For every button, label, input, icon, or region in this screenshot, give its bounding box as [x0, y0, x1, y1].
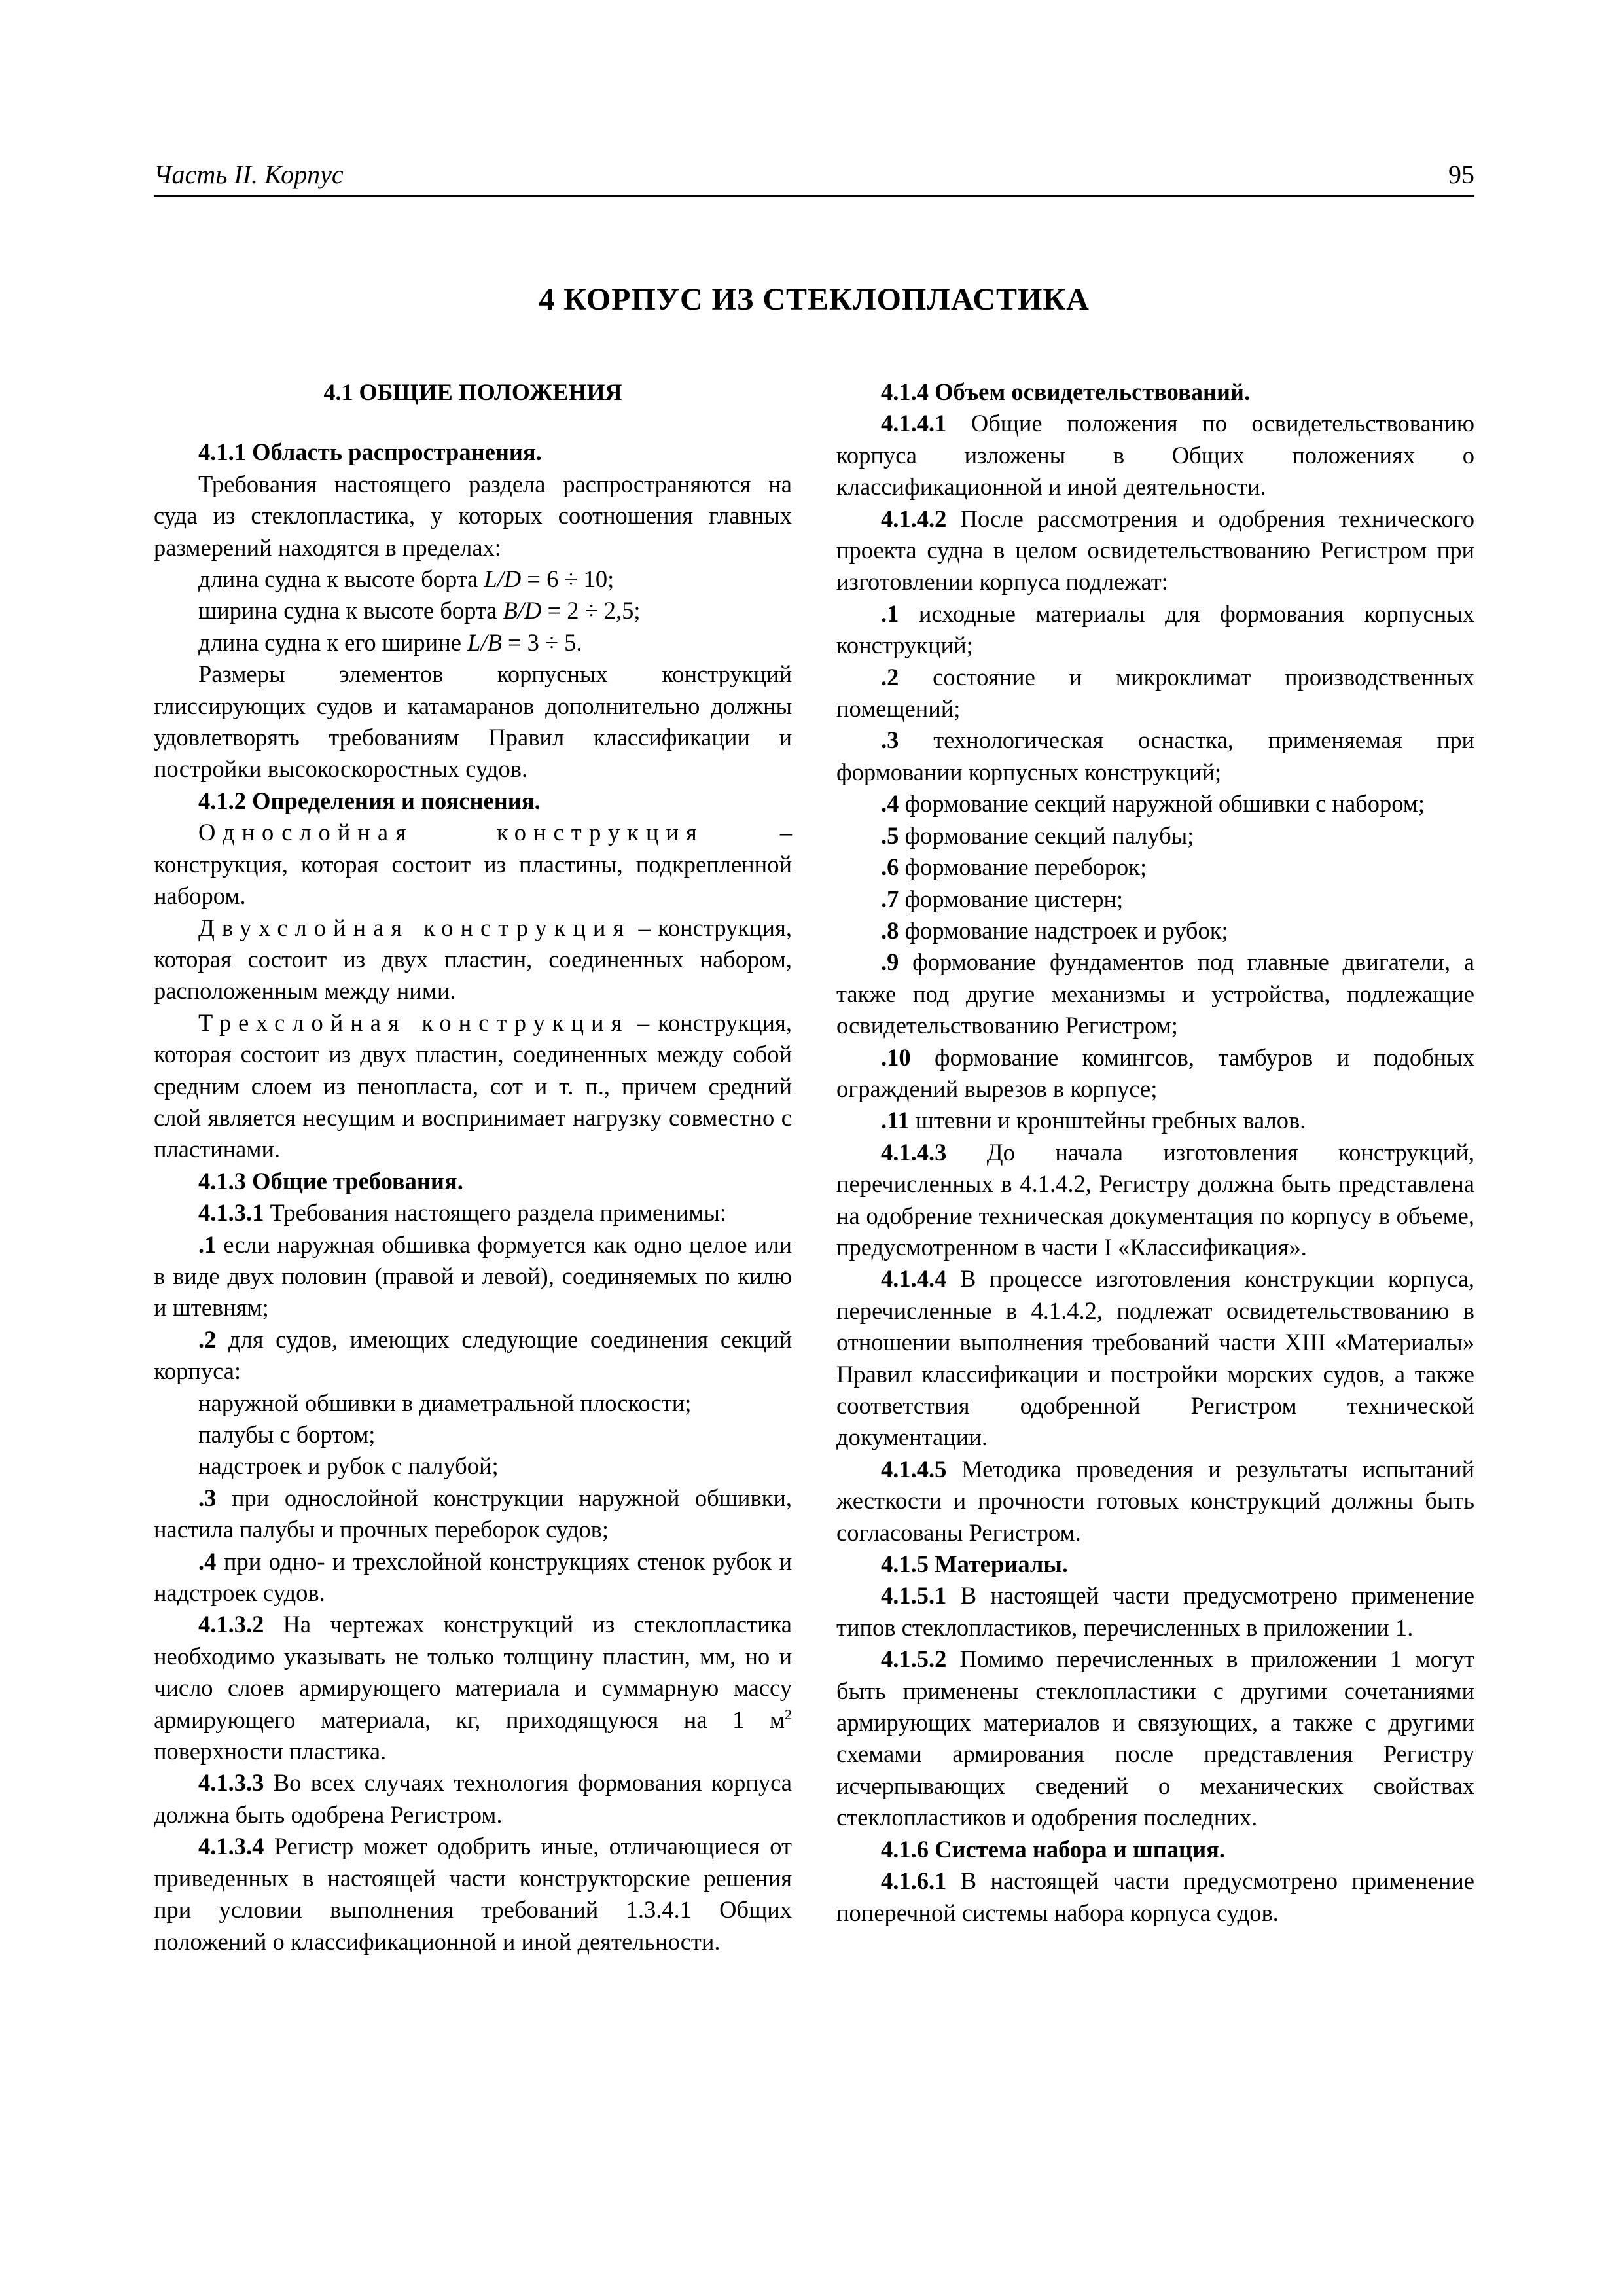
sub-list-item: надстроек и рубок с палубой;: [198, 1452, 499, 1480]
ratio-line: длина судна к его ширине L/B = 3 ÷ 5.: [198, 628, 582, 656]
ratio-line: длина судна к высоте борта L/D = 6 ÷ 10;: [198, 565, 615, 593]
list-item: .4 при одно- и трехслойной конструкциях стенок рубок и надстроек судов.: [154, 1547, 792, 1607]
subsection-heading-4-1-2: 4.1.2 Определения и пояснения.: [198, 787, 541, 814]
running-title: Часть II. Корпус: [154, 160, 344, 189]
paragraph: 4.1.4.3 До начала изготовления конструкций, перечисленных в 4.1.4.2, Регистру должна быть представлена на одобрение техническая документация по корпусу в объеме, предусмотренном в части I «Классификация».: [836, 1138, 1474, 1261]
paragraph: 4.1.4.1 Общие положения по освидетельствованию корпуса изложены в Общих положениях о классификационной и иной деятельности.: [836, 410, 1474, 501]
list-item: .2 состояние и микроклимат производственных помещений;: [836, 663, 1474, 723]
list-item: .7 формование цистерн;: [881, 885, 1124, 912]
paragraph: 4.1.5.1 В настоящей части предусмотрено применение типов стеклопластиков, перечисленных в приложении 1.: [836, 1582, 1474, 1641]
list-item: .2 для судов, имеющих следующие соединения секций корпуса:: [154, 1325, 792, 1385]
ratio-line: ширина судна к высоте борта B/D = 2 ÷ 2,5;: [198, 597, 641, 624]
subsection-heading-4-1-4: 4.1.4 Объем освидетельствований.: [881, 378, 1251, 405]
right-column: [836, 376, 1474, 1929]
list-item: .1 исходные материалы для формования корпусных конструкций;: [836, 600, 1474, 659]
definition: Двухслойная конструкция – конструкция, которая состоит из двух пластин, соединенных набором, расположенным между ними.: [154, 914, 792, 1005]
list-item: .1 если наружная обшивка формуется как одно целое или в виде двух половин (правой и левой), соединяемых по килю и штевням;: [154, 1230, 792, 1321]
paragraph: 4.1.3.3 Во всех случаях технология формования корпуса должна быть одобрена Регистром.: [154, 1769, 792, 1828]
page-number: 95: [1448, 160, 1474, 189]
running-header: [154, 156, 1474, 197]
paragraph: 4.1.4.5 Методика проведения и результаты испытаний жесткости и прочности готовых конструкций должны быть согласованы Регистром.: [836, 1455, 1474, 1546]
list-item: .10 формование комингсов, тамбуров и подобных ограждений вырезов в корпусе;: [836, 1043, 1474, 1102]
paragraph: 4.1.5.2 Помимо перечисленных в приложении 1 могут быть применены стеклопластики с другими сочетаниями армирующих материалов и связующих, а также с другими схемами армирования после представления Регистру исчерпывающих сведений о механических свойствах стеклопластиков и одобрения последних.: [836, 1645, 1474, 1831]
paragraph: 4.1.4.4 В процессе изготовления конструкции корпуса, перечисленные в 4.1.4.2, подлежат освидетельствованию в отношении выполнения требований части XIII «Материалы» Правил классификации и постройки морских судов, а также соответствия одобренной Регистром технической документации.: [836, 1265, 1474, 1451]
paragraph: Требования настоящего раздела распространяются на суда из стеклопластика, у которых соотношения главных размерений находятся в пределах:: [154, 470, 792, 561]
chapter-title: 4 КОРПУС ИЗ СТЕКЛОПЛАСТИКА: [539, 282, 1090, 317]
list-item: .4 формование секций наружной обшивки с набором;: [881, 790, 1425, 817]
paragraph: Размеры элементов корпусных конструкций глиссирующих судов и катамаранов дополнительно должны удовлетворять требованиям Правил классификации и постройки высокоскоростных судов.: [154, 660, 792, 783]
subsection-heading-4-1-3: 4.1.3 Общие требования.: [198, 1167, 463, 1194]
list-item: .9 формование фундаментов под главные двигатели, а также под другие механизмы и устройства, подлежащие освидетельствованию Регистром;: [836, 948, 1474, 1039]
subsection-heading-4-1-6: 4.1.6 Система набора и шпация.: [881, 1835, 1225, 1863]
list-item: .6 формование переборок;: [881, 853, 1147, 881]
subsection-heading-4-1-5: 4.1.5 Материалы.: [881, 1551, 1069, 1578]
definition: Трехслойная конструкция – конструкция, которая состоит из двух пластин, соединенных между собой средним слоем из пенопласта, сот и т. п., причем средний слой является несущим и воспринимает нагрузку совместно с пластинами.: [154, 1009, 792, 1163]
subsection-heading-4-1-1: 4.1.1 Область распространения.: [198, 439, 542, 466]
paragraph: 4.1.3.4 Регистр может одобрить иные, отличающиеся от приведенных в настоящей части конструкторские решения при условии выполнения требований 1.3.4.1 Общих положений о классификационной и иной деятельности.: [154, 1833, 792, 1955]
definition: Однослойная конструкция – конструкция, которая состоит из пластины, подкрепленной набором.: [154, 819, 793, 910]
paragraph: 4.1.4.2 После рассмотрения и одобрения технического проекта судна в целом освидетельствованию Регистром при изготовлении корпуса подлежат:: [836, 505, 1474, 596]
list-item: .5 формование секций палубы;: [881, 821, 1194, 849]
paragraph: 4.1.3.2 На чертежах конструкций из стеклопластика необходимо указывать не только толщину пластин, мм, но и число слоев армирующего материала и суммарную массу армирующего материала, кг, приходящуюся на 1 $м^2$ поверхности пластика.: [154, 1611, 792, 1765]
list-item: .11 штевни и кронштейны гребных валов.: [881, 1107, 1306, 1134]
sub-list-item: палубы с бортом;: [198, 1421, 376, 1448]
section-title: 4.1 ОБЩИЕ ПОЛОЖЕНИЯ: [323, 379, 622, 405]
paragraph: 4.1.3.1 Требования настоящего раздела применимы:: [198, 1199, 727, 1227]
list-item: .8 формование надстроек и рубок;: [881, 916, 1228, 944]
paragraph: 4.1.6.1 В настоящей части предусмотрено применение поперечной системы набора корпуса судов.: [836, 1867, 1474, 1926]
sub-list-item: наружной обшивки в диаметральной плоскости;: [198, 1389, 692, 1416]
list-item: .3 при однослойной конструкции наружной обшивки, настила палубы и прочных переборок судов;: [154, 1484, 792, 1543]
left-column: [154, 376, 792, 1958]
list-item: .3 технологическая оснастка, применяемая при формовании корпусных конструкций;: [836, 726, 1474, 785]
